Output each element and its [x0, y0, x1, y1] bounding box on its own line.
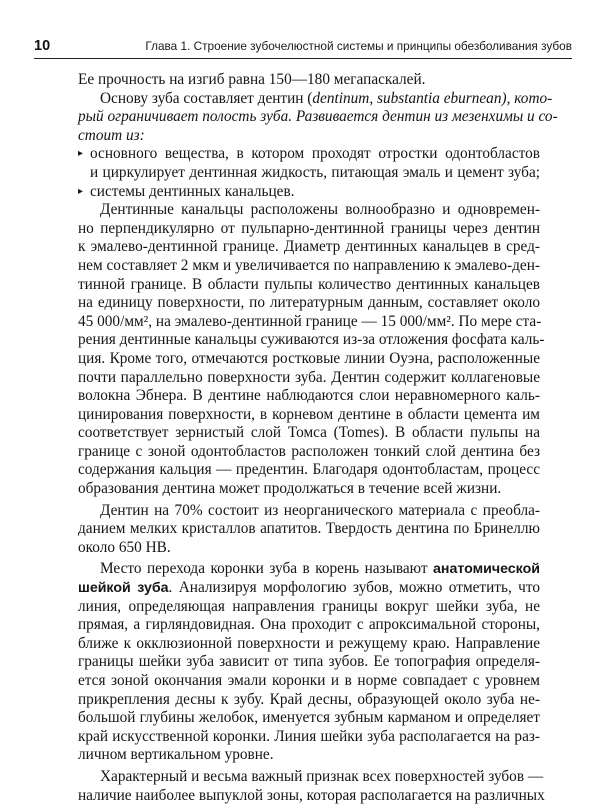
text-line: образования дентина может продолжаться в течение всей жизни. — [78, 480, 502, 498]
text-line: ция. Кроме того, отмечаются ростковые линии Оуэна, расположенные — [78, 349, 540, 367]
text-line: границы шейки зуба зависит от типа зубов. Ее топография определя- — [78, 653, 540, 671]
text-line: 45 000/мм², на эмалево-дентинной границе — 15 000/мм². По мере ста- — [78, 312, 542, 330]
list-item — [78, 183, 540, 202]
text-line: прямая, а гирляндовидная. Она проходит с апроксимальной стороны, — [78, 616, 540, 634]
text-line — [78, 560, 540, 579]
text-line: Характерный и весьма важный признак всех поверхностей зубов — — [100, 767, 544, 785]
text-line: содержания кальция — предентин. Благодаря одонтобластам, процесс — [78, 461, 540, 479]
text-line: волокна Эбнера. В дентине наблюдаются слои неравномерного каль- — [78, 387, 540, 405]
bold-term: шейкой зуба — [78, 580, 169, 597]
text-line: Ее прочность на изгиб равна 150—180 мегапаскалей. — [78, 71, 426, 88]
text-line: Дентинные канальцы расположены волнообразно и одновремен- — [100, 201, 540, 219]
text-line: данием мелких кристаллов апатитов. Твердость дентина по Бринеллю — [78, 520, 540, 538]
text-line: на единицу поверхности, по литературным данным, составляет около — [78, 294, 540, 312]
body-text — [78, 71, 558, 805]
bullet-icon: ▸ — [78, 185, 84, 197]
text-line: рый ограничивает полость зуба. Развивается дентин из мезенхимы и со- — [78, 108, 558, 126]
list-item-text: основного вещества, в котором проходят отростки одонтобластов — [90, 145, 540, 163]
text-line: стоит из: — [78, 126, 145, 144]
text-line: ближе к окклюзионной поверхности и режущему краю. Направление — [78, 634, 540, 652]
text-line: соответствует зернистый слой Томса (Tomes). В области пульпы на — [78, 424, 540, 442]
text-line: цинирования поверхности, в корневом дентине в области цемента им — [78, 405, 540, 423]
list-item-text: системы дентинных канальцев. — [90, 182, 295, 200]
bullet-icon: ▸ — [78, 148, 84, 160]
text-line: Дентин на 70% состоит из неорганического материала с преобла- — [100, 501, 540, 519]
text-run: . Анализируя морфологию зубов, можно отметить, что — [168, 579, 540, 597]
text-line — [78, 89, 553, 109]
text-line: к эмалево-дентинной границе. Диаметр дентинных канальцев в сред- — [78, 238, 540, 256]
latin-term: dentinum, substantia eburnean), кото- — [312, 89, 553, 107]
text-line: ется зоной окончания эмали коронки и в норме совпадает с уровнем — [78, 672, 540, 689]
text-line: но перпендикулярно от пульпарно-дентинной границы через дентин — [78, 219, 540, 237]
text-line: нем составляет 2 мкм и увеличивается по направлению к эмалево-ден- — [78, 256, 540, 274]
text-line: около 650 НВ. — [78, 538, 171, 556]
text-line: границе с зоной одонтобластов расположен тонкий слой дентина без — [78, 442, 540, 460]
page-header — [34, 36, 572, 59]
text-line: и циркулирует дентинная жидкость, питающая эмаль и цемент зуба; — [90, 163, 540, 181]
text-line: тинной границе. В области пульпы количество дентинных канальцев — [78, 275, 540, 293]
text-line: край искусственной коронки. Линия шейки зуба располагается на раз- — [78, 727, 540, 745]
text-line — [78, 579, 540, 598]
text-line: прикрепления десны к зубу. Край десны, образующей около зуба не- — [78, 690, 540, 708]
text-line: большой глубины желобок, именуется зубным карманом и определяет — [78, 709, 540, 727]
text-line: линия, определяющая направления границы вокруг шейки зуба, не — [78, 597, 540, 615]
running-head: Глава 1. Строение зубочелюстной системы и принципы обезболивания зубов — [145, 39, 572, 53]
bold-term: анатомической — [433, 561, 540, 578]
text-line: почти параллельно поверхности зуба. Дентин содержит коллагеновые — [78, 368, 540, 386]
text-line: наличие наиболее выпуклой зоны, которая располагается на различных — [78, 786, 545, 804]
text-line: рения дентинные канальцы суживаются из-за отложения фосфата каль- — [78, 331, 545, 349]
list-item — [78, 145, 540, 164]
text-run: Место перехода коронки зуба в корень называют — [100, 560, 434, 578]
text-run: Основу зуба составляет дентин ( — [100, 89, 313, 107]
page-number: 10 — [34, 38, 51, 54]
text-line: личном вертикальном уровне. — [78, 746, 274, 764]
